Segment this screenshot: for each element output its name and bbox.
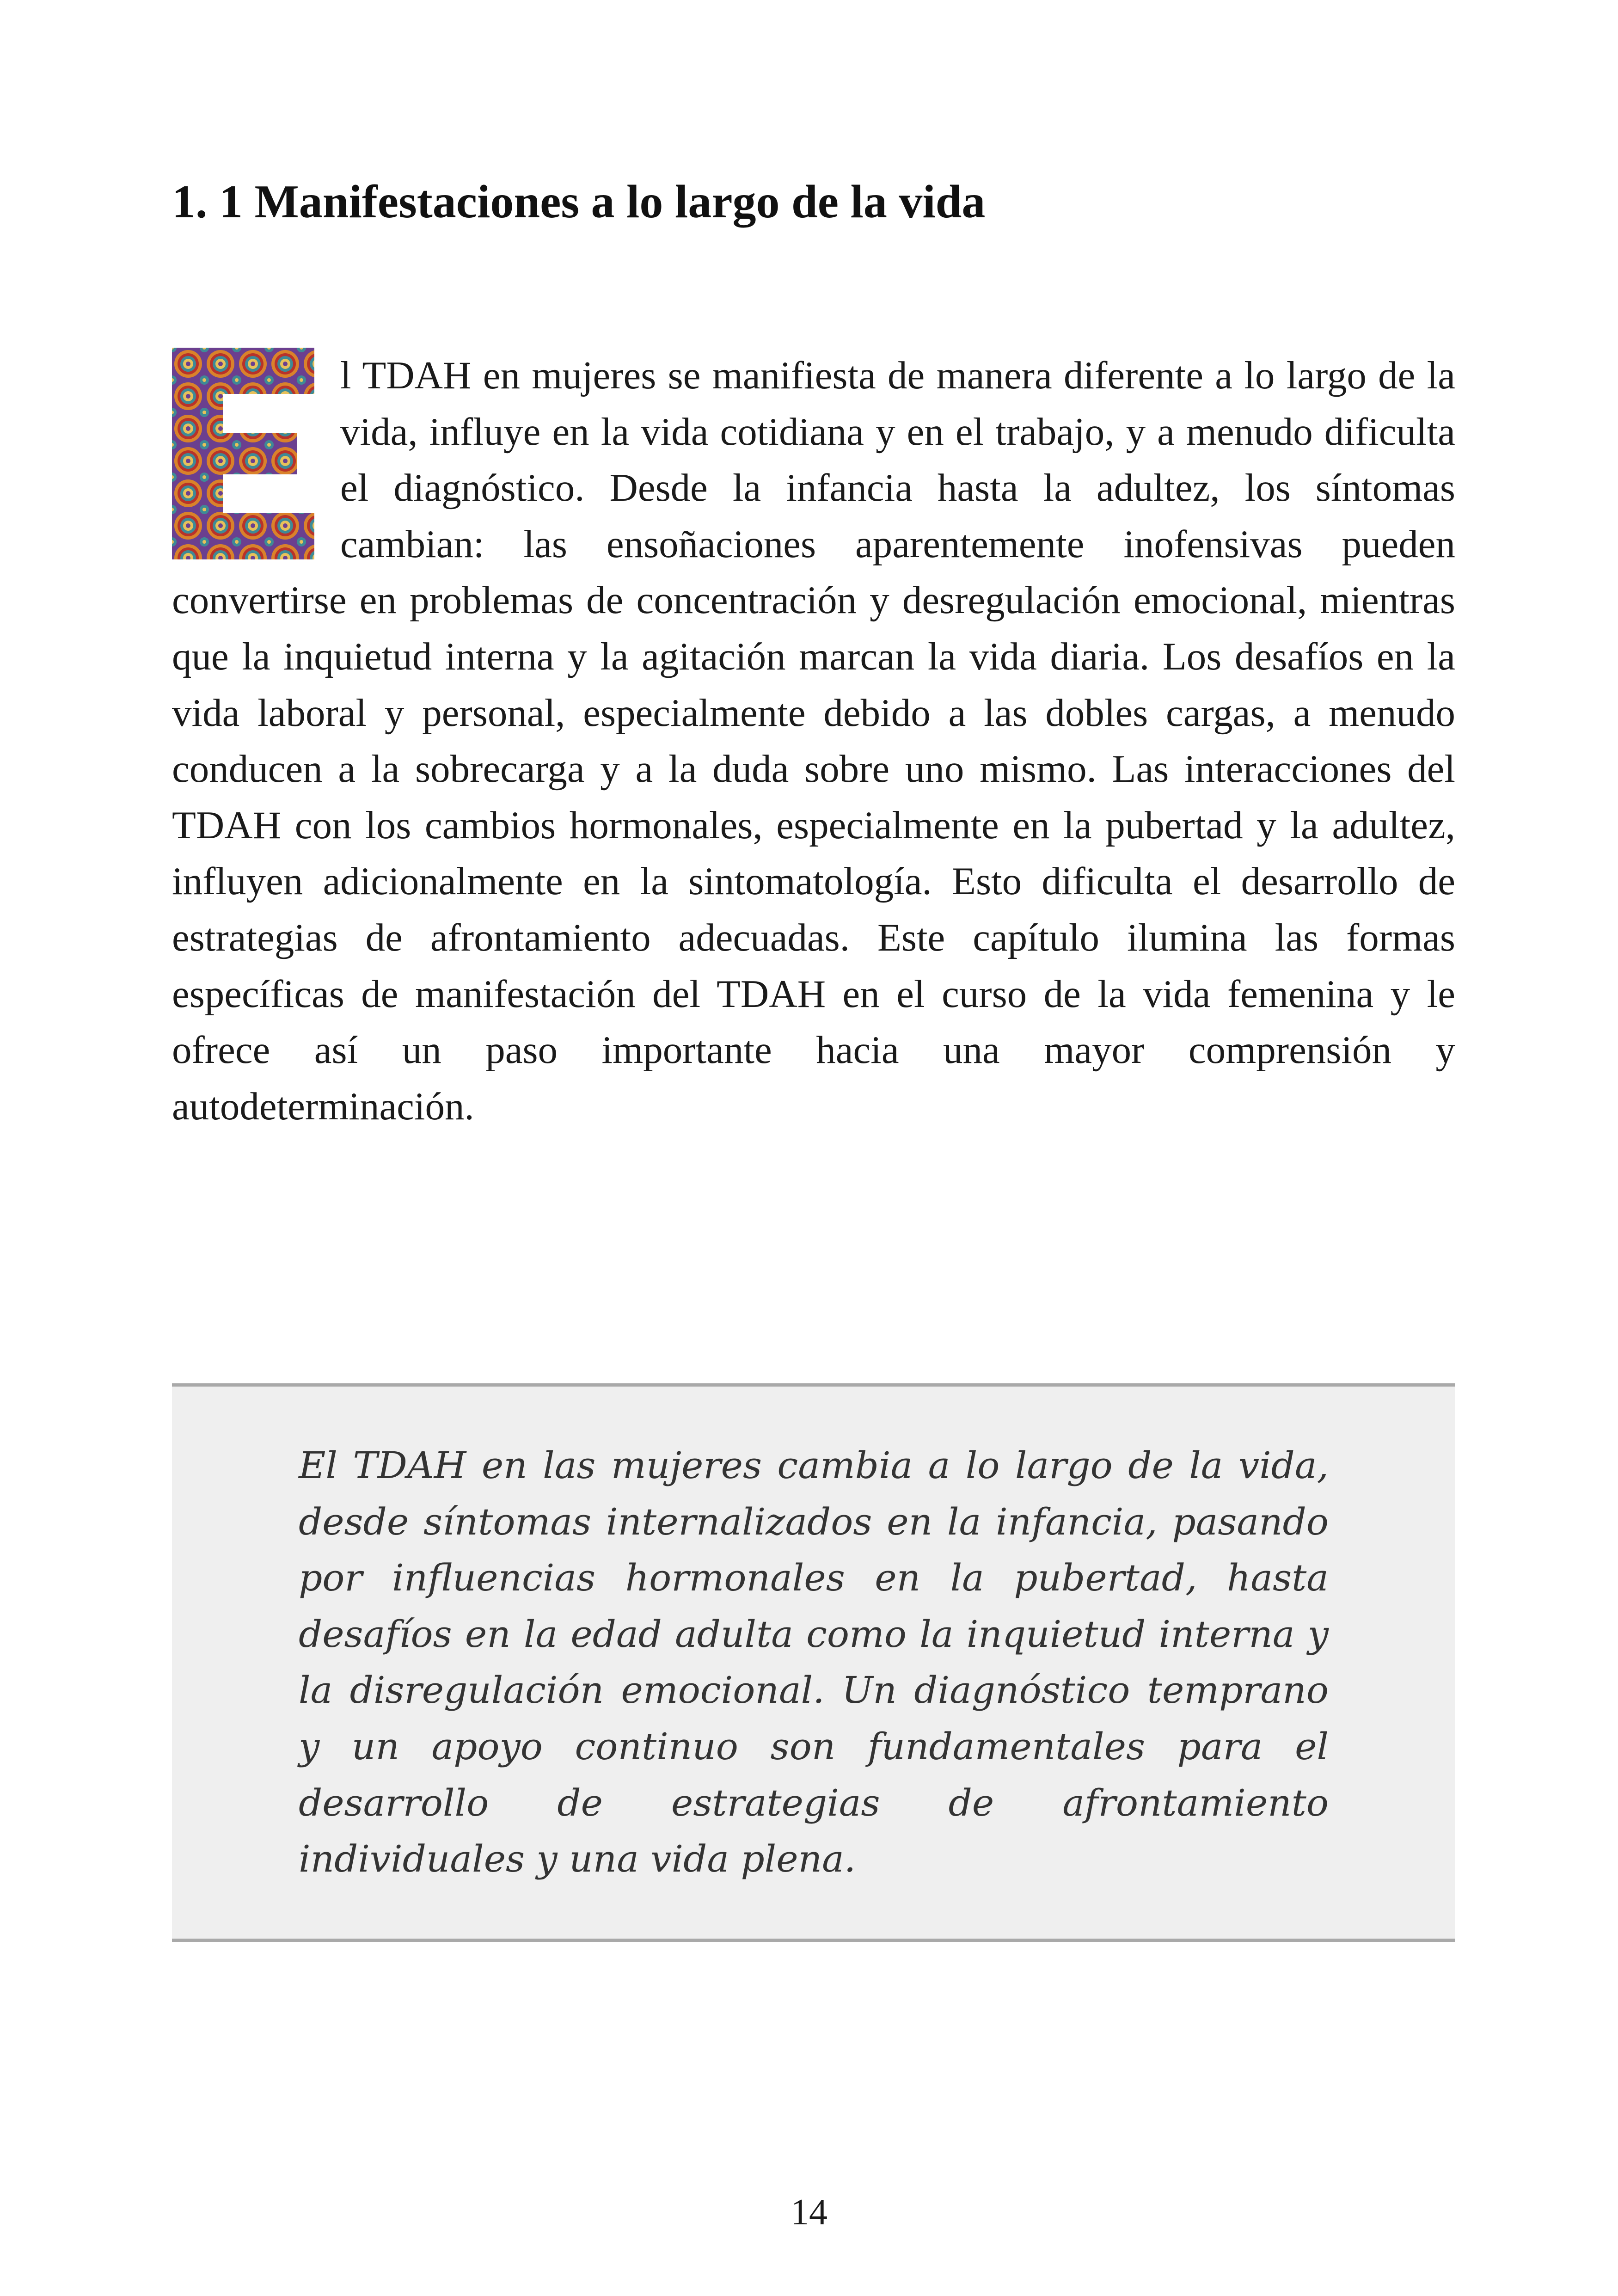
page-number: 14 (791, 2192, 827, 2233)
drop-cap-e-icon (172, 348, 314, 559)
body-text: l TDAH en mujeres se manifiesta de manera diferente a lo largo de la vida, influye en la vida cotidiana y en el trabajo, y a menudo dificulta el diagnóstico. Desde la infancia hasta la adultez, los síntomas cambian: las ensoñaciones aparentemente inofensivas pueden convertirse en problemas de concentración y desregulación emocional, mientras que la inquietud interna y la agitación marcan la vida diaria. Los desafíos en la vida laboral y personal, especialmente debido a las dobles cargas, a menudo conducen a la sobrecarga y a la duda sobre uno mismo. Las interacciones del TDAH con los cambios hormonales, especialmente en la pubertad y la adultez, influyen adicionalmente en la sintomatología. Esto dificulta el desarrollo de estrategias de afrontamiento adecuadas. Este capítulo ilumina las formas específicas de manifestación del TDAH en el curso de la vida femenina y le ofrece así un paso importante hacia una mayor comprensión y autodeterminación. (172, 354, 1455, 1128)
summary-box (172, 1383, 1455, 1942)
body-paragraph (172, 348, 1455, 1135)
summary-text: El TDAH en las mujeres cambia a lo largo de la vida, desde síntomas internalizados en la infancia, pasando por influencias hormonales en la pubertad, hasta desafíos en la edad adulta como la inquietud interna y la disregulación emocional. Un diagnóstico temprano y un apoyo continuo son fundamentales para el desarrollo de estrategias de afrontamiento individuales y una vida plena. (299, 1444, 1329, 1881)
drop-cap-e-graphic (172, 348, 314, 559)
section-title: 1. 1 Manifestaciones a lo largo de la vida (172, 176, 986, 228)
